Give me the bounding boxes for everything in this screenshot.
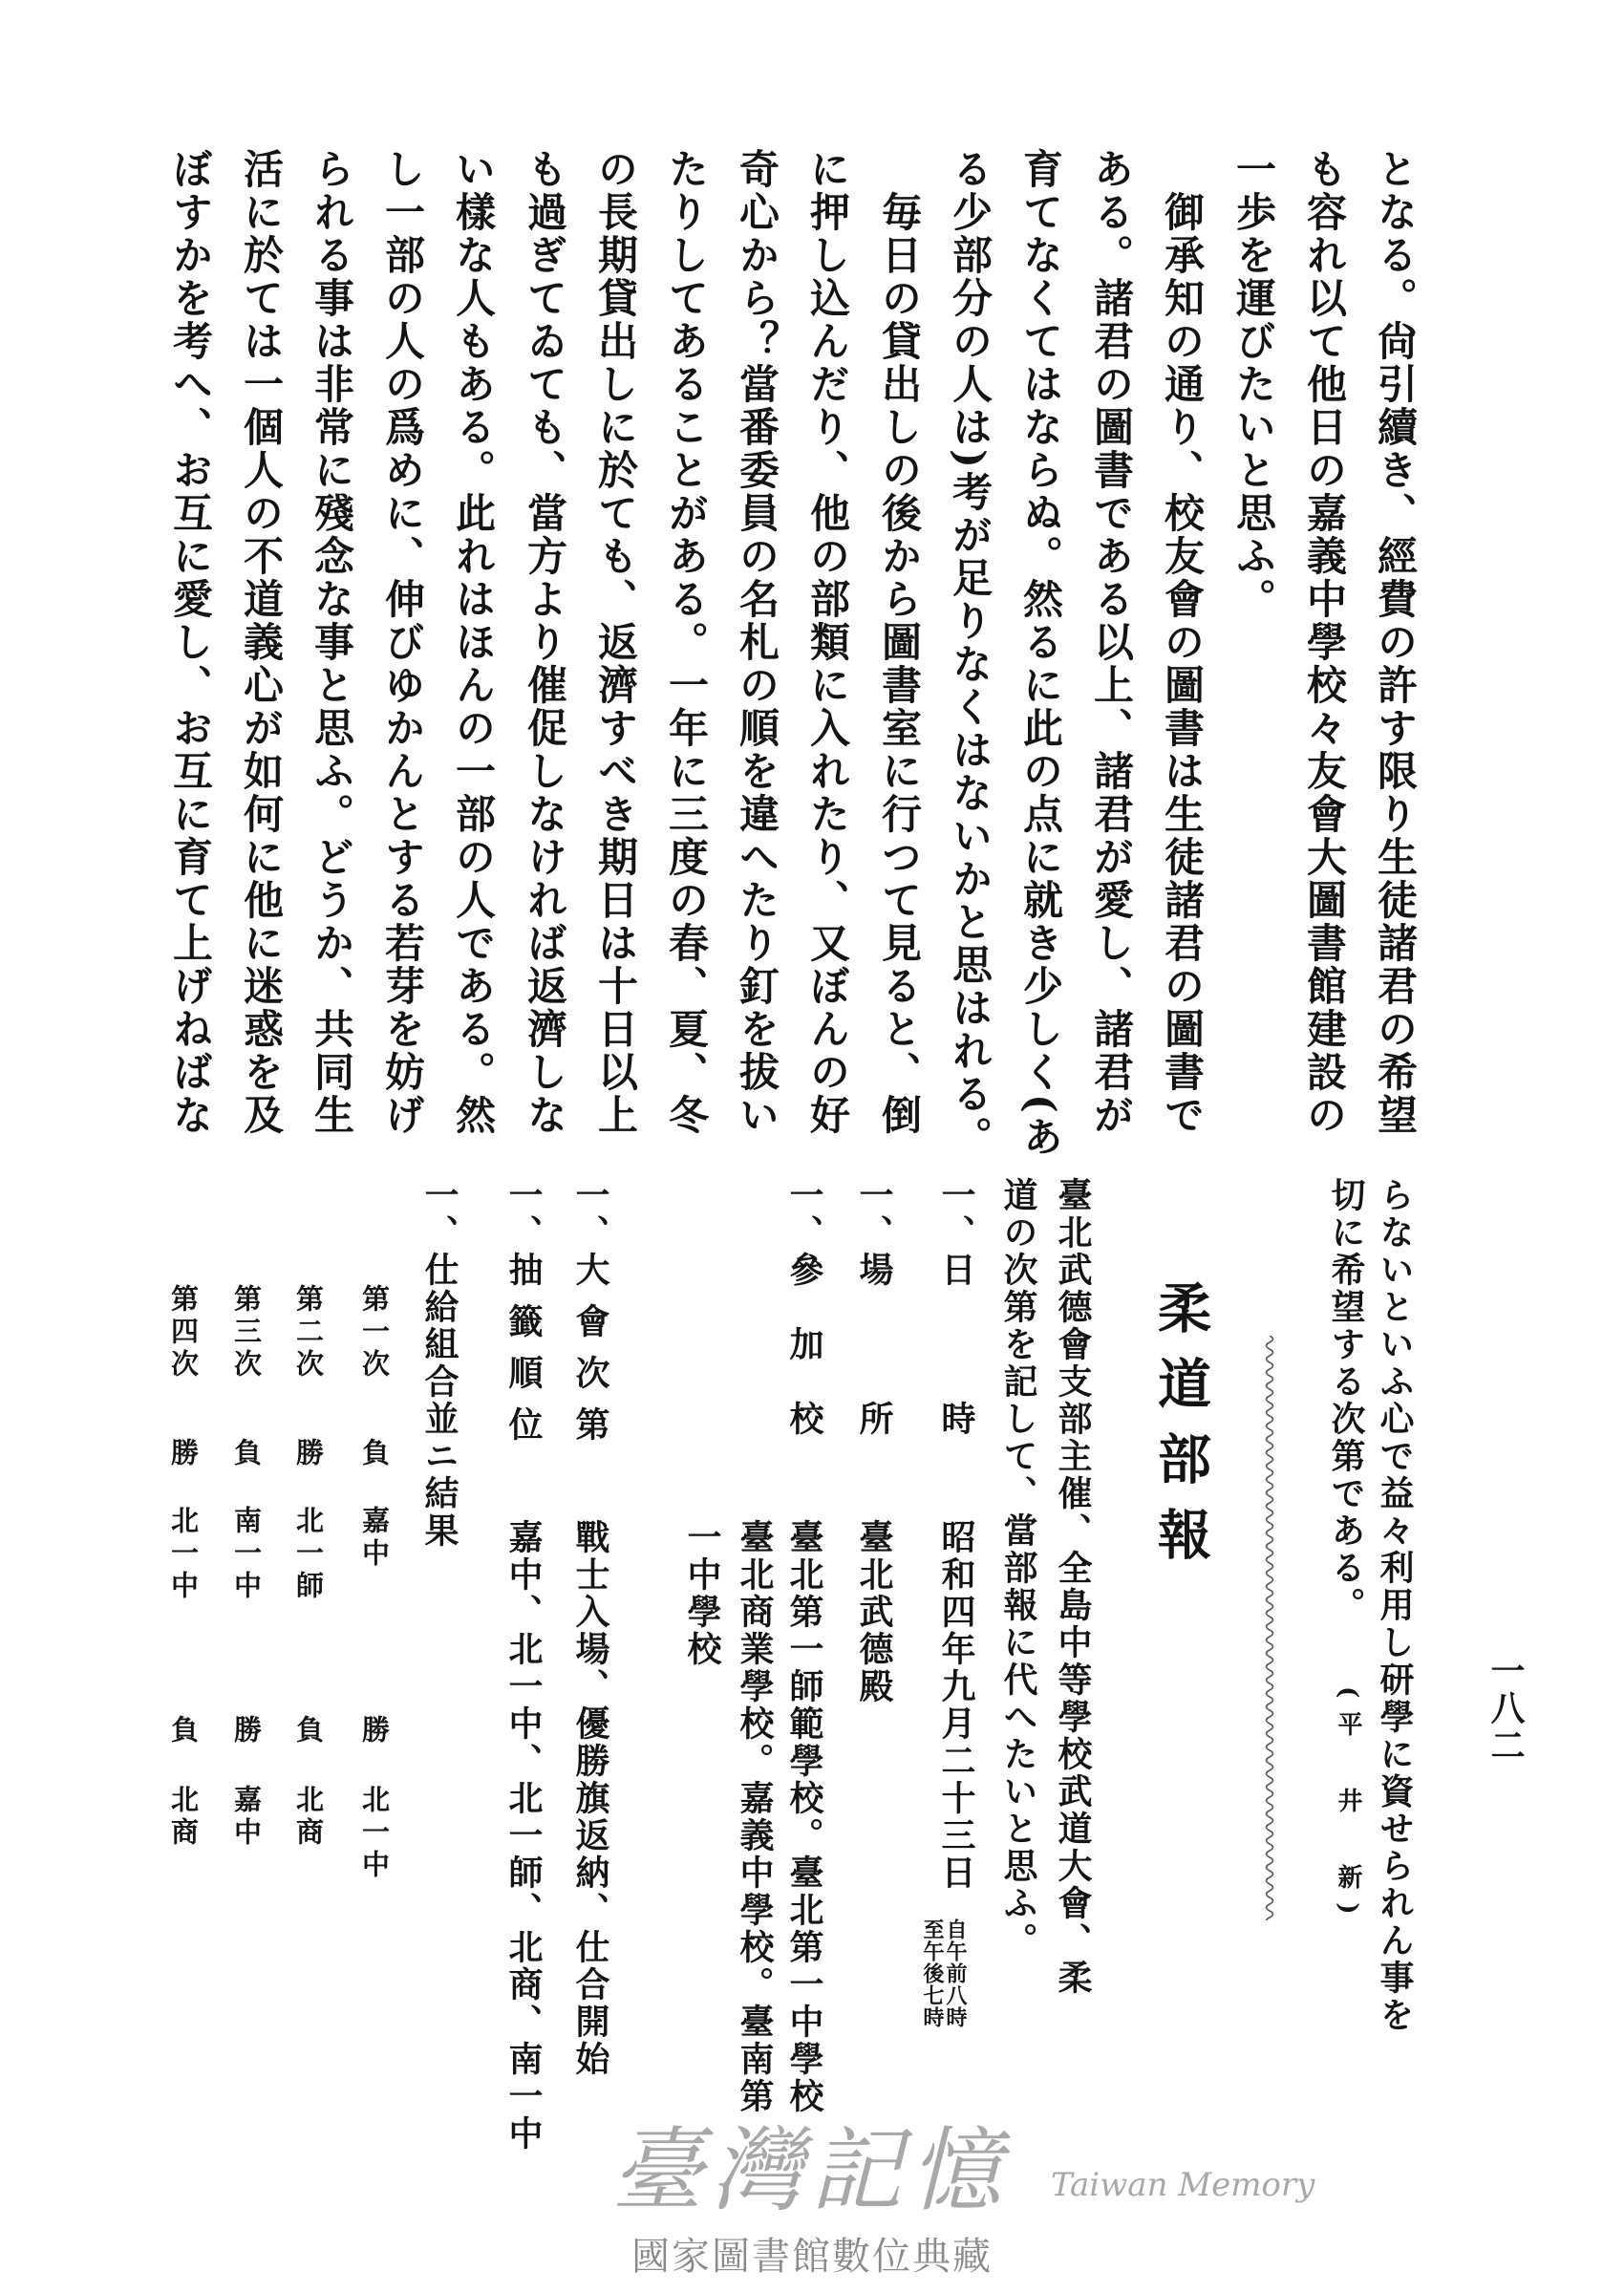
essay-line: ある。諸君の圖書である以上、諸君が愛し、諸君が bbox=[1088, 148, 1135, 1137]
wavy-divider-line bbox=[1267, 1336, 1273, 1920]
essay-line: も容れ以て他日の嘉義中學校々友會大圖書館建設の bbox=[1301, 148, 1348, 1137]
essay-line: 毎日の貸出しの後から圖書室に行つて見ると、倒 bbox=[876, 191, 923, 1137]
essay-line: に押し込んだり、他の部類に入れたり、又ぼんの好 bbox=[804, 148, 851, 1137]
essay-line: 育てなくてはならぬ。然るに此の点に就き少しく(あ bbox=[1017, 148, 1064, 1159]
watermark-logo: 臺灣記憶 bbox=[611, 2117, 1009, 2224]
item-value: 臺北商業學校。嘉義中學校。臺南第 bbox=[735, 1519, 775, 2115]
item-bullet: 一、 bbox=[570, 1177, 610, 1252]
essay-closing-line: らないといふ心で益々利用し研學に資せられん事を bbox=[1375, 1177, 1415, 2034]
match-result: 勝 bbox=[292, 1438, 325, 1470]
essay-line: も過ぎてゐても、當方より催促しなければ返濟しな bbox=[522, 148, 568, 1137]
match-team: 嘉中 bbox=[358, 1506, 391, 1571]
item-value: 戰士入場、優勝旗返納、仕合開始 bbox=[570, 1519, 610, 2078]
item-value: 臺北武德殿 bbox=[854, 1519, 894, 1705]
match-team: 北商 bbox=[292, 1785, 325, 1850]
wavy-divider bbox=[1261, 1336, 1278, 1920]
report-intro-line: 臺北武德會支部主催、全島中等學校武道大會、柔 bbox=[1053, 1177, 1093, 1997]
match-result: 負 bbox=[292, 1715, 325, 1747]
essay-line: る少部分の人は)考が足りなくはないかと思はれる。 bbox=[947, 148, 994, 1159]
essay-line: られる事は非常に殘念な事と思ふ。どうか、共同生 bbox=[309, 148, 355, 1137]
match-round: 第三次 bbox=[230, 1284, 263, 1382]
essay-line: 奇心から？當番委員の名札の順を違へたり釘を拔い bbox=[734, 148, 780, 1137]
match-team: 北一中 bbox=[167, 1506, 200, 1603]
match-result: 負 bbox=[358, 1438, 391, 1470]
essay-line: の長期貸出しに於ても、返濟すべき期日は十日以上 bbox=[592, 148, 639, 1137]
essay-line: 活に於ては一個人の不道義心が如何に他に迷惑を及 bbox=[238, 148, 285, 1137]
section-title: 柔道部報 bbox=[1149, 1280, 1212, 1582]
item-label: 大會次第 bbox=[570, 1252, 610, 1458]
match-team: 北一中 bbox=[358, 1785, 391, 1882]
item-bullet: 一、 bbox=[784, 1177, 824, 1252]
essay-line: たりしてあることがある。一年に三度の春、夏、冬 bbox=[663, 148, 710, 1137]
footer-archive-label: 國家圖書館數位典藏 bbox=[631, 2235, 993, 2279]
item-value: 一中學校 bbox=[682, 1519, 722, 1668]
match-round: 第二次 bbox=[292, 1284, 325, 1382]
item-note: 自午前八時 bbox=[943, 1918, 968, 2028]
item-label: 日 時 bbox=[936, 1252, 976, 1438]
item-label: 仕給組合並ニ結果 bbox=[419, 1252, 459, 1550]
match-round: 第一次 bbox=[358, 1284, 391, 1382]
essay-closing-line: 切に希望する次第である。 bbox=[1326, 1177, 1366, 1624]
essay-line: となる。尙引續き、經費の許す限り生徒諸君の希望 bbox=[1372, 148, 1419, 1137]
item-bullet: 一、 bbox=[419, 1177, 459, 1252]
match-result: 勝 bbox=[230, 1715, 263, 1747]
essay-line: 一歩を運びたいと思ふ。 bbox=[1230, 148, 1277, 621]
item-label: 抽籤順位 bbox=[503, 1252, 544, 1458]
author-signature: (平 井 新) bbox=[1334, 1686, 1362, 1928]
item-value: 昭和四年九月二十三日 bbox=[936, 1519, 976, 1892]
watermark-subtitle: Taiwan Memory bbox=[1051, 2166, 1315, 2204]
match-result: 勝 bbox=[358, 1715, 391, 1747]
match-result: 負 bbox=[230, 1438, 263, 1470]
essay-line: し一部の人の爲めに、伸びゆかんとする若芽を妨げ bbox=[379, 148, 426, 1137]
item-bullet: 一、 bbox=[936, 1177, 976, 1252]
item-label: 參 加 校 bbox=[784, 1252, 824, 1438]
match-team: 南一中 bbox=[230, 1506, 263, 1603]
match-result: 勝 bbox=[167, 1438, 200, 1470]
essay-line: い樣な人もある。此れはほんの一部の人である。然 bbox=[450, 148, 497, 1137]
match-team: 北商 bbox=[167, 1785, 200, 1850]
item-bullet: 一、 bbox=[854, 1177, 894, 1252]
essay-line: ぼすかを考へ、お互に愛し、お互に育て上げねばな bbox=[167, 148, 214, 1137]
page-number: 一八二 bbox=[1485, 1653, 1526, 1765]
item-note: 至午後七時 bbox=[920, 1918, 945, 2028]
item-value: 臺北第一師範學校。臺北第一中學校 bbox=[784, 1519, 824, 2115]
match-team: 北一師 bbox=[292, 1506, 325, 1603]
match-round: 第四次 bbox=[167, 1284, 200, 1382]
match-result: 負 bbox=[167, 1715, 200, 1747]
report-intro-line: 道の次第を記して、當部報に代へたいと思ふ。 bbox=[998, 1177, 1038, 1960]
item-label: 場 所 bbox=[854, 1252, 894, 1438]
item-value: 嘉中、北一中、北一師、北商、南一中 bbox=[503, 1519, 544, 2153]
match-team: 嘉中 bbox=[230, 1785, 263, 1850]
essay-line: 御承知の通り、校友會の圖書は生徒諸君の圖書で bbox=[1159, 191, 1206, 1137]
item-bullet: 一、 bbox=[503, 1177, 544, 1252]
